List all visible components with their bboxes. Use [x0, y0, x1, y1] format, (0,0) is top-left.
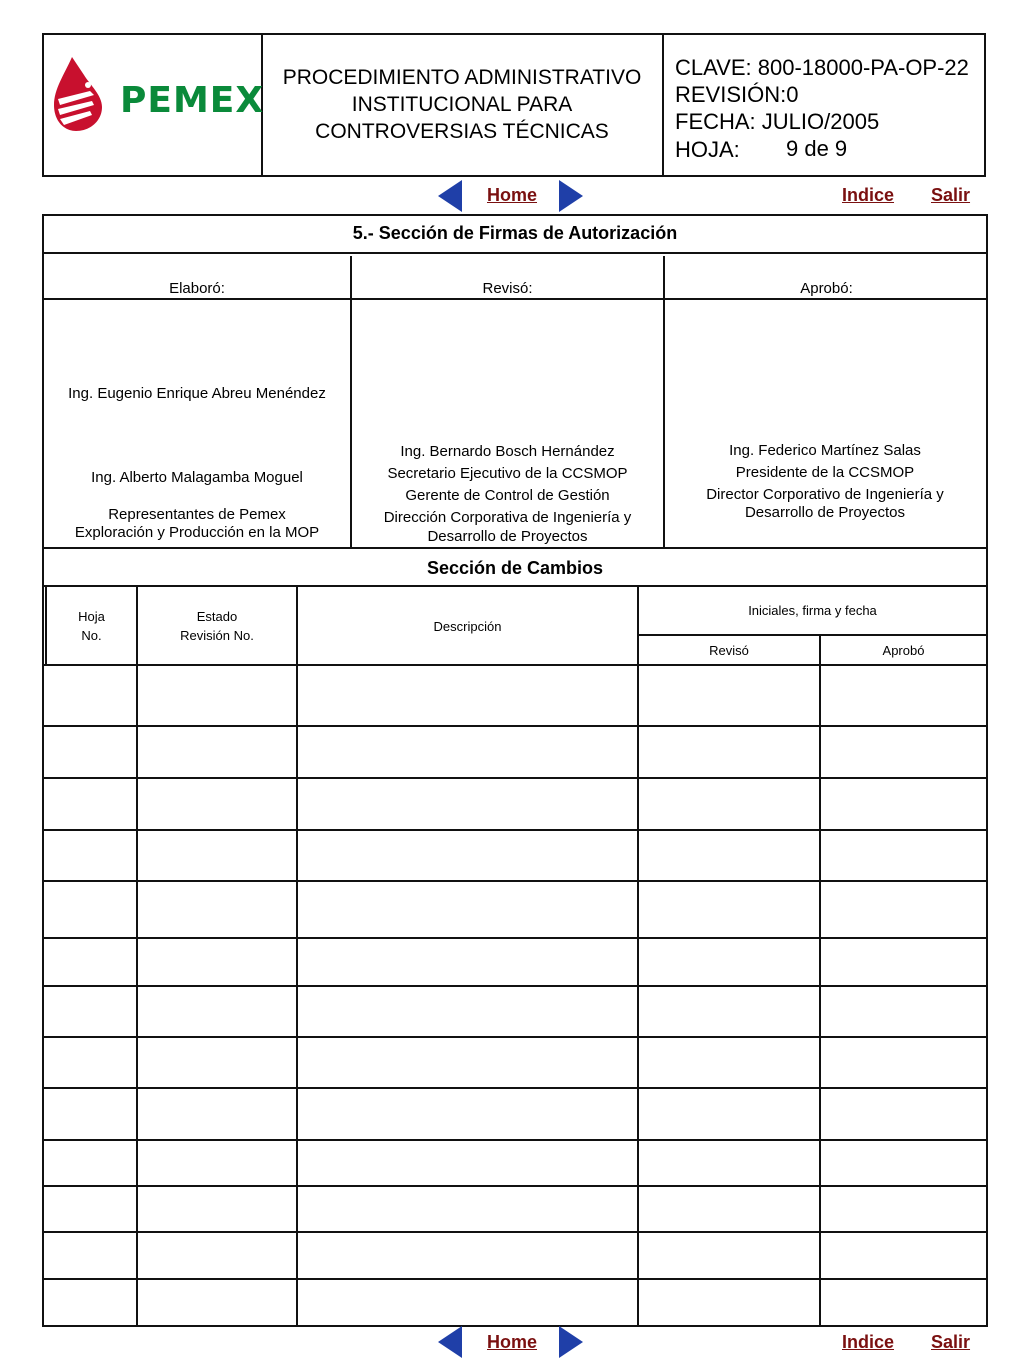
table-border — [986, 547, 988, 1327]
row-line — [42, 1278, 988, 1280]
divider — [42, 547, 988, 549]
row-line — [42, 880, 988, 882]
elaboro-role-2: Exploración y Producción en la MOP — [74, 524, 320, 541]
column-divider — [819, 634, 821, 1327]
reviso-role-2: Gerente de Control de Gestión — [405, 487, 610, 504]
home-link[interactable]: Home — [487, 1332, 538, 1352]
column-divider — [296, 585, 298, 1327]
aprobo-role-2: Director Corporativo de Ingeniería y — [706, 486, 944, 503]
indice-link[interactable]: Indice — [842, 185, 895, 205]
col-aprobo-label: Aprobó — [882, 643, 925, 658]
row-line — [42, 664, 988, 666]
col-estado-label: Revisión No. — [180, 628, 254, 643]
reviso-header: Revisó: — [482, 280, 533, 297]
elaboro-name-1: Ing. Eugenio Enrique Abreu Menéndez — [68, 385, 326, 402]
next-arrow-icon[interactable] — [559, 180, 583, 212]
col-hoja-label: Hoja — [78, 609, 105, 624]
row-line — [42, 1185, 988, 1187]
column-divider — [637, 585, 639, 1327]
title-line: PROCEDIMIENTO ADMINISTRATIVO — [282, 66, 642, 89]
changes-section-title: Sección de Cambios — [426, 558, 604, 578]
elaboro-header: Elaboró: — [169, 280, 225, 297]
row-line — [42, 1139, 988, 1141]
aprobo-role-3: Desarrollo de Proyectos — [744, 504, 906, 521]
table-border — [42, 547, 44, 1327]
reviso-name: Ing. Bernardo Bosch Hernández — [400, 443, 615, 460]
fecha-field: FECHA: JULIO/2005 — [675, 109, 880, 134]
row-line — [42, 829, 988, 831]
row-line — [42, 937, 988, 939]
column-divider — [136, 585, 138, 1327]
divider — [42, 298, 988, 300]
elaboro-role-1: Representantes de Pemex — [108, 506, 286, 523]
previous-arrow-icon[interactable] — [438, 180, 462, 212]
hoja-label: HOJA: — [675, 137, 740, 162]
document-title — [262, 64, 662, 145]
row-line — [42, 725, 988, 727]
home-link[interactable]: Home — [487, 185, 538, 205]
signature-section-title: 5.- Sección de Firmas de Autorización — [352, 223, 678, 243]
col-iniciales-label: Iniciales, firma y fecha — [748, 603, 877, 618]
revision-field: REVISIÓN:0 — [675, 82, 799, 107]
salir-link[interactable]: Salir — [931, 185, 971, 205]
divider — [42, 585, 988, 587]
row-line — [42, 777, 988, 779]
divider — [42, 252, 988, 254]
col-reviso-label: Revisó — [709, 643, 749, 658]
previous-arrow-icon[interactable] — [438, 1326, 462, 1358]
pemex-wordmark: PEMEX — [120, 80, 265, 121]
row-line — [42, 985, 988, 987]
salir-link[interactable]: Salir — [931, 1332, 971, 1352]
aprobo-header: Aprobó: — [800, 280, 853, 297]
reviso-role-1: Secretario Ejecutivo de la CCSMOP — [387, 465, 628, 482]
next-arrow-icon[interactable] — [559, 1326, 583, 1358]
row-line — [42, 1036, 988, 1038]
row-line — [42, 1325, 988, 1327]
elaboro-name-2: Ing. Alberto Malagamba Moguel — [91, 469, 303, 486]
reviso-role-4: Desarrollo de Proyectos — [427, 528, 588, 545]
hoja-value: 9 de 9 — [786, 136, 848, 161]
aprobo-name: Ing. Federico Martínez Salas — [729, 442, 921, 459]
col-hoja-label: No. — [81, 628, 102, 643]
col-descripcion-label: Descripción — [433, 619, 502, 634]
col-estado-label: Estado — [196, 609, 238, 624]
clave-field: CLAVE: 800-18000-PA-OP-22 — [675, 55, 969, 80]
indice-link[interactable]: Indice — [842, 1332, 895, 1352]
aprobo-role-1: Presidente de la CCSMOP — [735, 464, 915, 481]
title-line: CONTROVERSIAS TÉCNICAS — [315, 120, 609, 143]
row-line — [42, 1087, 988, 1089]
reviso-role-3: Dirección Corporativa de Ingeniería y — [383, 509, 632, 526]
row-line — [42, 1231, 988, 1233]
title-line: INSTITUCIONAL PARA — [351, 93, 573, 116]
header-divider — [662, 33, 664, 177]
divider — [637, 634, 988, 636]
